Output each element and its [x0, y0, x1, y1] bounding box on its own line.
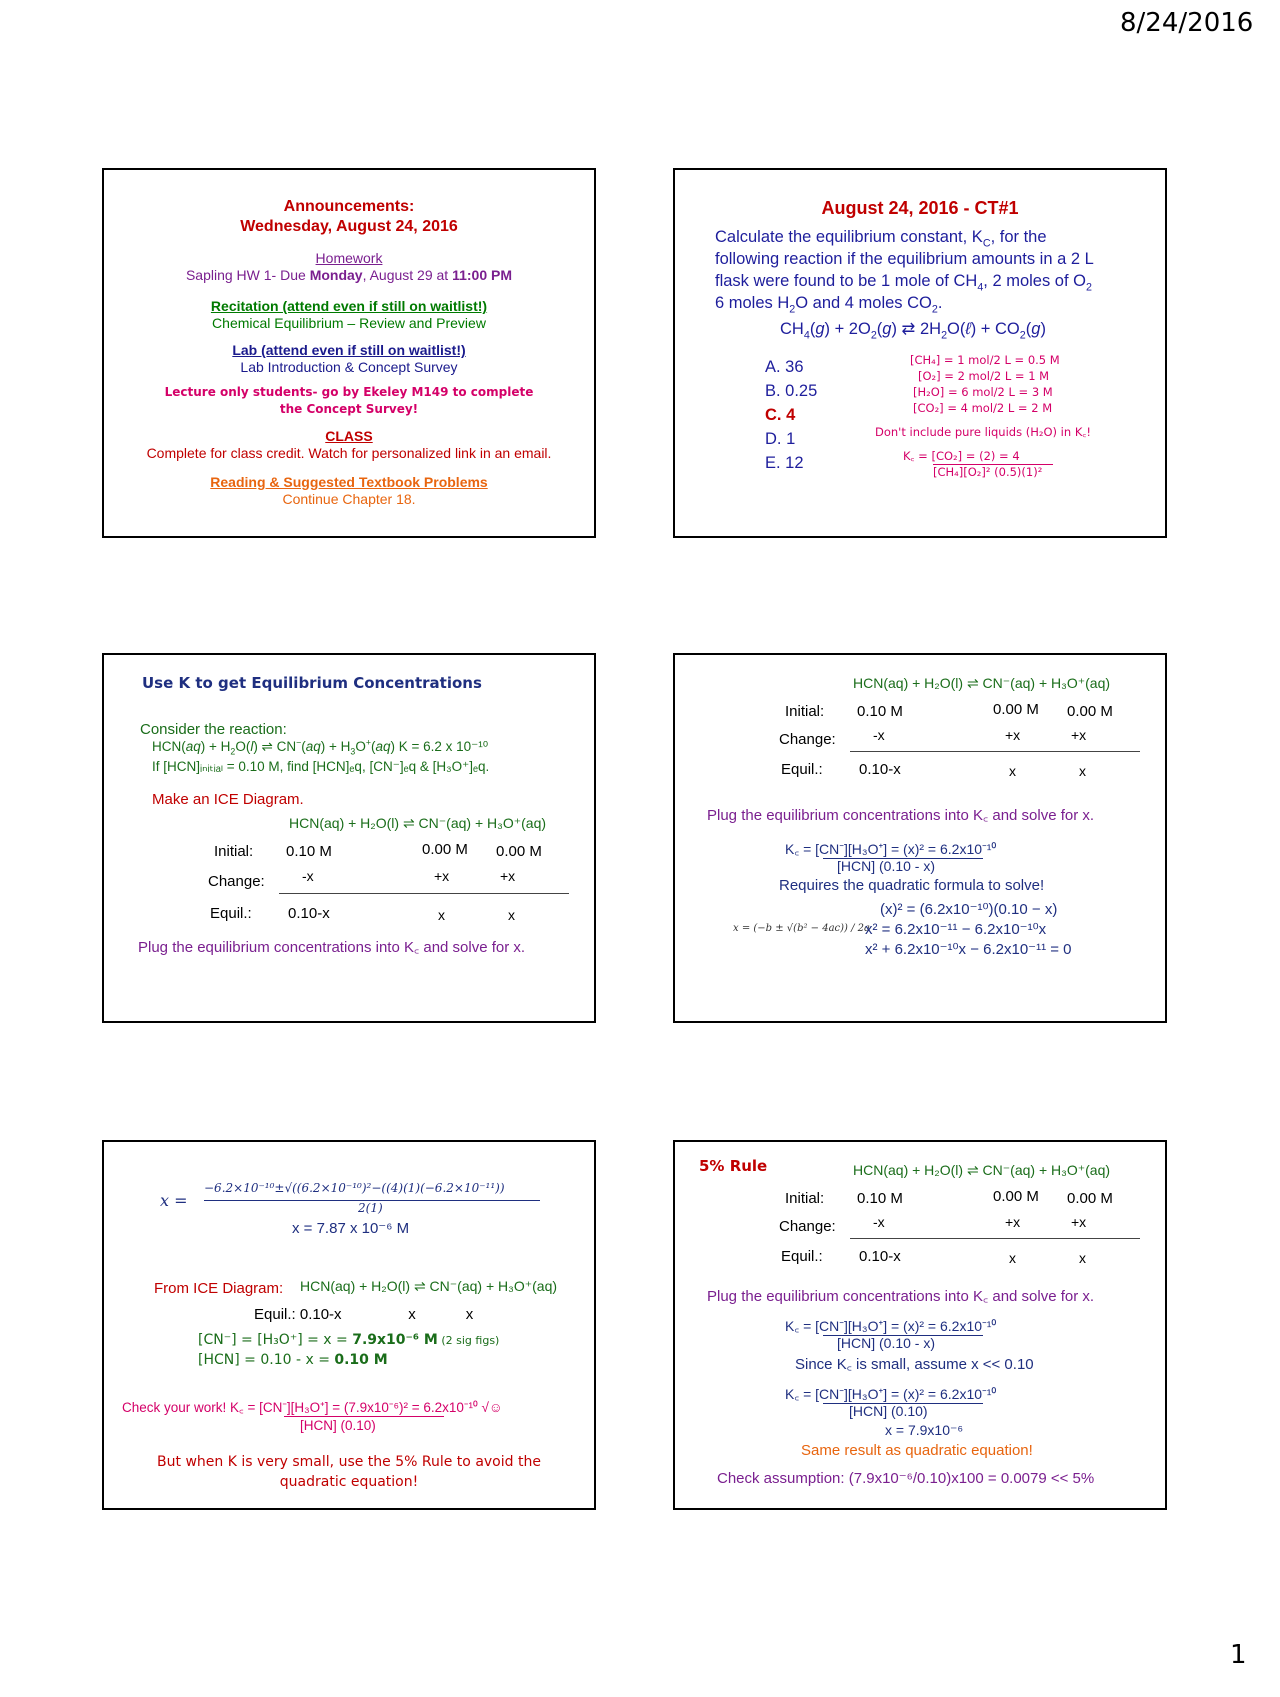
s6-equil-hcn: 0.10-x	[859, 1248, 901, 1265]
s6-change-hcn: -x	[873, 1214, 885, 1230]
s5-x-lhs: x =	[160, 1191, 188, 1210]
equilibrium-constant: K = 6.2 x 10⁻¹⁰	[394, 739, 489, 754]
question-line4-end: .	[937, 294, 943, 312]
question-line4-a: 6 moles H	[715, 294, 790, 312]
kc-fraction-bar	[933, 464, 1053, 465]
ice-change-hcn: -x	[302, 868, 314, 884]
s5-hcn-line	[198, 1352, 388, 1368]
s5-hcn-text: [HCN] = 0.10 - x =	[198, 1352, 335, 1368]
ice-divider	[279, 893, 569, 894]
s6-initial-cn: 0.00 M	[993, 1188, 1039, 1205]
s6-equil-h3o: x	[1079, 1250, 1086, 1266]
s6-change-h3o: +x	[1071, 1214, 1087, 1230]
conc-co2: [CO₂] = 4 mol/2 L = 2 M	[913, 401, 1053, 415]
quadratic-formula: x = (−b ± √(b² − 4ac)) / 2a	[733, 923, 870, 934]
ct1-reaction: $CH_4(g) + 2O_2(g)$ ⇄ $2H_2O(\ell) + CO_2(g)$	[780, 320, 1046, 342]
reading-text: Continue Chapter 18.	[282, 491, 416, 507]
ice-change-cn: +x	[434, 868, 450, 884]
question-line4-sub2: 2	[931, 303, 938, 316]
s6-equil-label: Equil.:	[781, 1248, 823, 1265]
slide-ice-quadratic	[673, 653, 1167, 1023]
s4-kc-bottom: [HCN] (0.10 - x)	[837, 858, 936, 874]
s4-change-h3o: +x	[1071, 727, 1087, 743]
page-number: 1	[1230, 1640, 1247, 1670]
ice-equil-label: Equil.:	[210, 905, 252, 922]
if-statement: If [HCN]ᵢₙᵢₜᵢₐₗ = 0.10 M, find [HCN]ₑq, [CN⁻]ₑq & [H₃O⁺]ₑq.	[152, 759, 490, 774]
ice-initial-cn: 0.00 M	[422, 841, 468, 858]
s5-sigfig-note: (2 sig figs)	[437, 1334, 500, 1347]
question-line1-a: Calculate the equilibrium constant, K	[715, 228, 983, 246]
page-date: 8/24/2016	[1120, 8, 1254, 38]
s6-initial-hcn: 0.10 M	[857, 1190, 903, 1207]
question-line3-sub2: 2	[1086, 281, 1092, 294]
consider-text: Consider the reaction:	[140, 721, 287, 738]
s6-plug-instruction: Plug the equilibrium concentrations into K꜀ and solve for x.	[707, 1288, 1095, 1305]
question-line1-end: , for the	[990, 228, 1047, 246]
ice-reaction: HCN(aq) + H₂O(l) ⇌ CN⁻(aq) + H₃O⁺(aq)	[289, 815, 547, 831]
s6-kc2-top: K꜀ = [CN⁻][H₃O⁺] = (x)² = 6.2x10⁻¹⁰	[785, 1386, 997, 1402]
option-d: D. 1	[765, 430, 796, 448]
s6-ice-divider	[850, 1238, 1140, 1239]
homework-heading: Homework	[315, 250, 383, 266]
ice-initial-label: Initial:	[214, 843, 254, 860]
homework-text-c: , August 29 at	[362, 267, 453, 283]
slide-use-k	[102, 653, 596, 1023]
ice-instruction: Make an ICE Diagram.	[152, 791, 304, 808]
s5-from-ice: From ICE Diagram:	[154, 1280, 284, 1297]
conc-ch4: [CH₄] = 1 mol/2 L = 0.5 M	[910, 353, 1060, 367]
homework-time: 11:00 PM	[452, 267, 513, 283]
question-line4	[715, 294, 943, 316]
slide-announcements	[102, 168, 596, 538]
recitation-heading: Recitation (attend even if still on waitlist!)	[210, 298, 488, 314]
class-heading: CLASS	[325, 428, 373, 444]
s4-eq3: x² + 6.2x10⁻¹⁰x − 6.2x10⁻¹¹ = 0	[865, 941, 1072, 958]
s4-change-cn: +x	[1005, 727, 1021, 743]
s6-kc1-bottom: [HCN] (0.10 - x)	[837, 1335, 936, 1351]
s5-check-top: Check your work! K꜀ = [CN⁻][H₃O⁺] = (7.9x10⁻⁶)² = 6.2x10⁻¹⁰ √☺	[122, 1400, 503, 1415]
s5-cn-text: [CN⁻] = [H₃O⁺] = x =	[198, 1332, 353, 1348]
s4-eq1: (x)² = (6.2x10⁻¹⁰)(0.10 − x)	[880, 901, 1058, 918]
s5-hcn-value: 0.10 M	[334, 1352, 388, 1368]
s5-check-bottom: [HCN] (0.10)	[300, 1418, 376, 1433]
s5-but-line2: quadratic equation!	[279, 1474, 419, 1490]
s6-initial-label: Initial:	[785, 1190, 825, 1207]
option-c-correct: C. 4	[765, 406, 796, 424]
s6-same-result: Same result as quadratic equation!	[801, 1442, 1033, 1459]
recitation-text: Chemical Equilibrium – Review and Preview	[212, 315, 486, 331]
liquids-note: Don't include pure liquids (H₂O) in K꜀!	[875, 425, 1091, 439]
s6-change-label: Change:	[779, 1218, 836, 1235]
question-line3	[715, 272, 1092, 294]
s4-initial-h3o: 0.00 M	[1067, 703, 1113, 720]
slide-quadratic-solution	[102, 1140, 596, 1510]
s5-cn-value: 7.9x10⁻⁶ M	[352, 1332, 438, 1348]
slide1-title-line2: Wednesday, August 24, 2016	[240, 218, 458, 235]
s5-x-value: x = 7.87 x 10⁻⁶ M	[292, 1220, 410, 1237]
conc-h2o: [H₂O] = 6 mol/2 L = 3 M	[913, 385, 1053, 399]
consider-reaction: $HCN(aq) + H_2O(l)$ ⇌ $CN^-(aq) + H_3O^+(aq) K = 6.2$ x 10⁻¹⁰	[152, 737, 489, 757]
lecture-note-line1: Lecture only students- go by Ekeley M149 to complete	[164, 385, 534, 399]
question-line3-a: flask were found to be 1 mole of CH	[715, 272, 978, 290]
s4-initial-cn: 0.00 M	[993, 701, 1039, 718]
s4-initial-hcn: 0.10 M	[857, 703, 903, 720]
question-line2: following reaction if the equilibrium amounts in a 2 L	[715, 250, 1094, 268]
s6-initial-h3o: 0.00 M	[1067, 1190, 1113, 1207]
s5-but-line1: But when K is very small, use the 5% Rule to avoid the	[157, 1454, 541, 1470]
lab-text: Lab Introduction & Concept Survey	[240, 359, 458, 375]
ice-change-h3o: +x	[500, 868, 516, 884]
s5-equil-row: Equil.: 0.10-x x x	[254, 1306, 474, 1323]
kc-expression-top: K꜀ = [CO₂] = (2) = 4	[903, 449, 1020, 463]
option-b: B. 0.25	[765, 382, 818, 400]
lab-heading: Lab (attend even if still on waitlist!)	[232, 342, 466, 358]
slide-five-percent-rule	[673, 1140, 1167, 1510]
s6-x-value: x = 7.9x10⁻⁶	[885, 1422, 964, 1438]
s5-qf-numerator: −6.2×10⁻¹⁰±√((6.2×10⁻¹⁰)²−((4)(1)(−6.2×10⁻¹¹))	[204, 1181, 505, 1195]
class-text: Complete for class credit. Watch for personalized link in an email.	[146, 445, 552, 461]
s5-qf-denominator: 2(1)	[358, 1201, 383, 1215]
s4-equil-label: Equil.:	[781, 761, 823, 778]
question-line1-sub: C	[982, 237, 991, 250]
s6-since: Since K꜀ is small, assume x << 0.10	[795, 1356, 1034, 1373]
question-line3-b: , 2 moles of O	[983, 272, 1086, 290]
s6-change-cn: +x	[1005, 1214, 1021, 1230]
s4-requires: Requires the quadratic formula to solve!	[779, 877, 1045, 894]
s6-title: 5% Rule	[699, 1157, 768, 1175]
kc-expression-bottom: [CH₄][O₂]² (0.5)(1)²	[933, 465, 1043, 479]
s4-plug-instruction: Plug the equilibrium concentrations into K꜀ and solve for x.	[707, 807, 1095, 824]
s4-equil-cn: x	[1009, 763, 1016, 779]
option-e: E. 12	[765, 454, 804, 472]
ice-change-label: Change:	[208, 873, 265, 890]
s5-reaction: HCN(aq) + H₂O(l) ⇌ CN⁻(aq) + H₃O⁺(aq)	[300, 1278, 558, 1294]
s4-ice-reaction: HCN(aq) + H₂O(l) ⇌ CN⁻(aq) + H₃O⁺(aq)	[853, 675, 1111, 691]
slide-ct1	[673, 168, 1167, 538]
ice-equil-hcn: 0.10-x	[288, 905, 330, 922]
s6-kc1-top: K꜀ = [CN⁻][H₃O⁺] = (x)² = 6.2x10⁻¹⁰	[785, 1318, 997, 1334]
homework-text-a: Sapling HW 1- Due	[185, 267, 310, 283]
s4-initial-label: Initial:	[785, 703, 825, 720]
ice-initial-h3o: 0.00 M	[496, 843, 542, 860]
homework-day: Monday	[309, 267, 363, 283]
s6-kc2-bottom: [HCN] (0.10)	[849, 1403, 928, 1419]
question-line1	[715, 228, 1047, 250]
s4-change-hcn: -x	[873, 727, 885, 743]
s4-change-label: Change:	[779, 731, 836, 748]
s4-equil-h3o: x	[1079, 763, 1086, 779]
ice-initial-hcn: 0.10 M	[286, 843, 332, 860]
s4-equil-hcn: 0.10-x	[859, 761, 901, 778]
question-line4-b: O and 4 moles CO	[795, 294, 932, 312]
question-line3-sub: 4	[977, 281, 984, 294]
s5-cn-line	[198, 1332, 499, 1348]
ice-equil-h3o: x	[508, 907, 515, 923]
s5-check-bar	[284, 1416, 444, 1417]
lecture-note-line2: the Concept Survey!	[279, 402, 419, 416]
plug-instruction: Plug the equilibrium concentrations into K꜀ and solve for x.	[138, 939, 526, 956]
conc-o2: [O₂] = 2 mol/2 L = 1 M	[918, 369, 1050, 383]
reading-heading: Reading & Suggested Textbook Problems	[210, 474, 488, 490]
slide1-title-line1: Announcements:	[283, 198, 415, 215]
s6-check-assumption: Check assumption: (7.9x10⁻⁶/0.10)x100 = 0.0079 << 5%	[717, 1470, 1095, 1487]
s4-ice-divider	[850, 751, 1140, 752]
option-a: A. 36	[765, 358, 804, 376]
s4-kc-top: K꜀ = [CN⁻][H₃O⁺] = (x)² = 6.2x10⁻¹⁰	[785, 841, 997, 857]
s6-ice-reaction: HCN(aq) + H₂O(l) ⇌ CN⁻(aq) + H₃O⁺(aq)	[853, 1162, 1111, 1178]
slide2-title: August 24, 2016 - CT#1	[821, 198, 1019, 218]
slide3-title: Use K to get Equilibrium Concentrations	[142, 674, 482, 692]
ice-equil-cn: x	[438, 907, 445, 923]
s6-equil-cn: x	[1009, 1250, 1016, 1266]
homework-text	[104, 267, 594, 283]
question-line4-sub: 2	[789, 303, 796, 316]
s4-eq2: x² = 6.2x10⁻¹¹ − 6.2x10⁻¹⁰x	[865, 921, 1047, 938]
